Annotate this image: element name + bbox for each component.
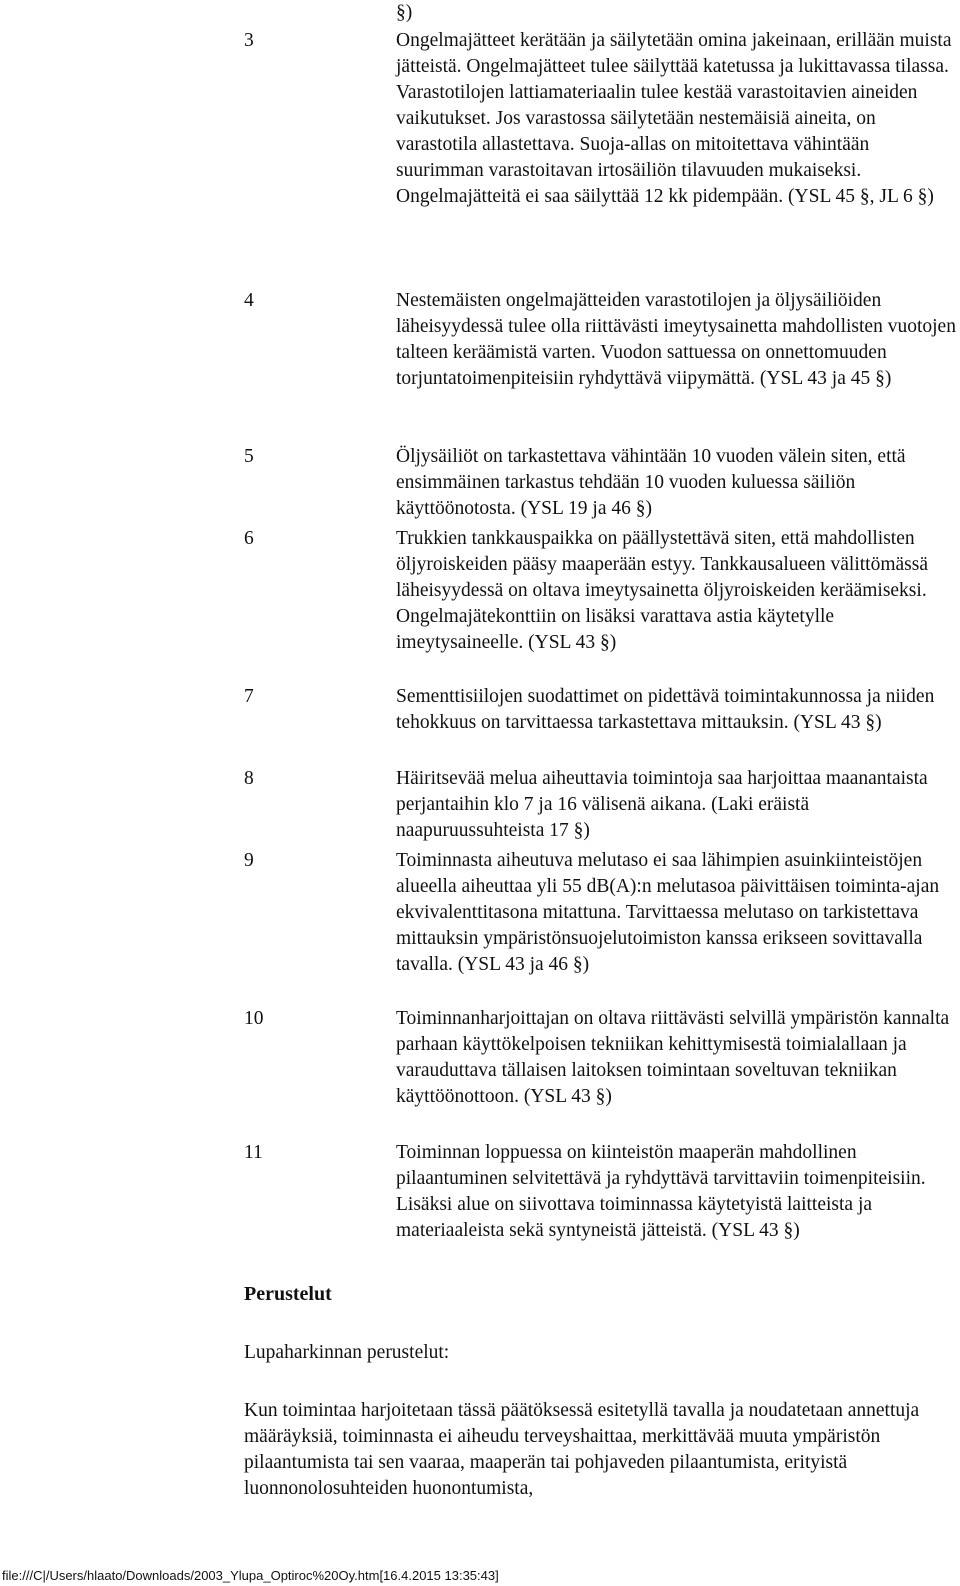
item-number: 10 <box>244 1008 264 1029</box>
item-number: 7 <box>244 686 254 707</box>
file-path-footer: file:///C|/Users/hlaato/Downloads/2003_Ylupa_Optiroc%20Oy.htm[16.4.2015 13:35:43] <box>2 1568 499 1583</box>
item-number: 5 <box>244 446 254 467</box>
list-item <box>244 288 956 444</box>
conditions-list <box>244 28 956 1270</box>
list-item <box>244 848 956 1006</box>
list-item <box>244 766 956 848</box>
item-text: Ongelmajätteet kerätään ja säilytetään omina jakeinaan, erillään muista jätteistä. Ongelmajätteet tulee säilyttää katetussa ja lukittavassa tilassa. Varastotilojen lattiamateriaalin tulee kestää varastoitavien aineiden vaikutukset. Jos varastossa säilytetään nestemäisiä aineita, on varastotila allastettava. Suoja-allas on mitoitettava vähintään suurimman varastoitavan irtosäiliön tilavuuden mukaiseksi. Ongelmajätteitä ei saa säilyttää 12 kk pidempään. (YSL 45 §, JL 6 §) <box>396 30 952 207</box>
item-text: Trukkien tankkauspaikka on päällystettävä siten, että mahdollisten öljyroiskeiden pääsy maaperään estyy. Tankkausalueen välittömässä läheisyydessä on oltava imeytysainetta öljyroiskeiden keräämiseksi. Ongelmajätekonttiin on lisäksi varattava astia käytetylle imeytysaineelle. (YSL 43 §) <box>396 528 929 653</box>
list-item <box>244 684 956 766</box>
list-item <box>244 28 956 288</box>
item-text: Öljysäiliöt on tarkastettava vähintään 10 vuoden välein siten, että ensimmäinen tarkastus tehdään 10 vuoden kuluessa säiliön käyttöönotosta. (YSL 19 ja 46 §) <box>396 446 906 519</box>
item-number: 8 <box>244 768 254 789</box>
section-heading: Perustelut <box>244 1283 332 1305</box>
list-item <box>244 444 956 526</box>
subsection-heading: Lupaharkinnan perustelut: <box>244 1342 450 1363</box>
item-text: Toiminnasta aiheutuva melutaso ei saa lähimpien asuinkiinteistöjen alueella aiheuttaa yli 55 dB(A):n melutasoa päivittäisen toiminta-ajan ekvivalenttitasona mitattuna. Tarvittaessa melutaso on tarkistettava mittauksin ympäristönsuojelutoimiston kanssa erikseen sovittavalla tavalla. (YSL 43 ja 46 §) <box>396 850 940 975</box>
item-text: Nestemäisten ongelmajätteiden varastotilojen ja öljysäiliöiden läheisyydessä tulee olla riittävästi imeytysainetta mahdollisten vuotojen talteen keräämistä varten. Vuodon sattuessa on onnettomuuden torjuntatoimenpiteisiin ryhdyttävä viipymättä. (YSL 43 ja 45 §) <box>396 290 956 389</box>
item-number: 3 <box>244 30 254 51</box>
item-text: Toiminnanharjoittajan on oltava riittävästi selvillä ympäristön kannalta parhaan käyttökelpoisen tekniikan kehittymisestä toimialallaan ja varauduttava tällaisen laitoksen toimintaan soveltuvan tekniikan käyttöönottoon. (YSL 43 §) <box>396 1008 950 1107</box>
continued-fragment: §) <box>396 2 413 23</box>
list-item <box>244 526 956 684</box>
item-text: Sementtisiilojen suodattimet on pidettävä toimintakunnossa ja niiden tehokkuus on tarvittaessa tarkastettava mittauksin. (YSL 43 §) <box>396 686 935 733</box>
item-number: 9 <box>244 850 254 871</box>
list-item <box>244 1006 956 1140</box>
justification-paragraph: Kun toimintaa harjoitetaan tässä päätöksessä esitetyllä tavalla ja noudatetaan annettuja määräyksiä, toiminnasta ei aiheudu terveyshaittaa, merkittävää muuta ympäristön pilaantumista tai sen vaaraa, maaperän tai pohjaveden pilaantumista, erityistä luonnonolosuhteiden huonontumista, <box>244 1400 920 1499</box>
list-item <box>244 1140 956 1270</box>
item-number: 6 <box>244 528 254 549</box>
item-text: Häiritsevää melua aiheuttavia toimintoja saa harjoittaa maanantaista perjantaihin klo 7 ja 16 välisenä aikana. (Laki eräistä naapuruussuhteista 17 §) <box>396 768 928 841</box>
item-text: Toiminnan loppuessa on kiinteistön maaperän mahdollinen pilaantuminen selvitettävä ja ryhdyttävä tarvittaviin toimenpiteisiin. Lisäksi alue on siivottava toiminnassa käytetyistä laitteista ja materiaaleista sekä syntyneistä jätteistä. (YSL 43 §) <box>396 1142 926 1241</box>
item-number: 11 <box>244 1142 263 1163</box>
item-number: 4 <box>244 290 254 311</box>
